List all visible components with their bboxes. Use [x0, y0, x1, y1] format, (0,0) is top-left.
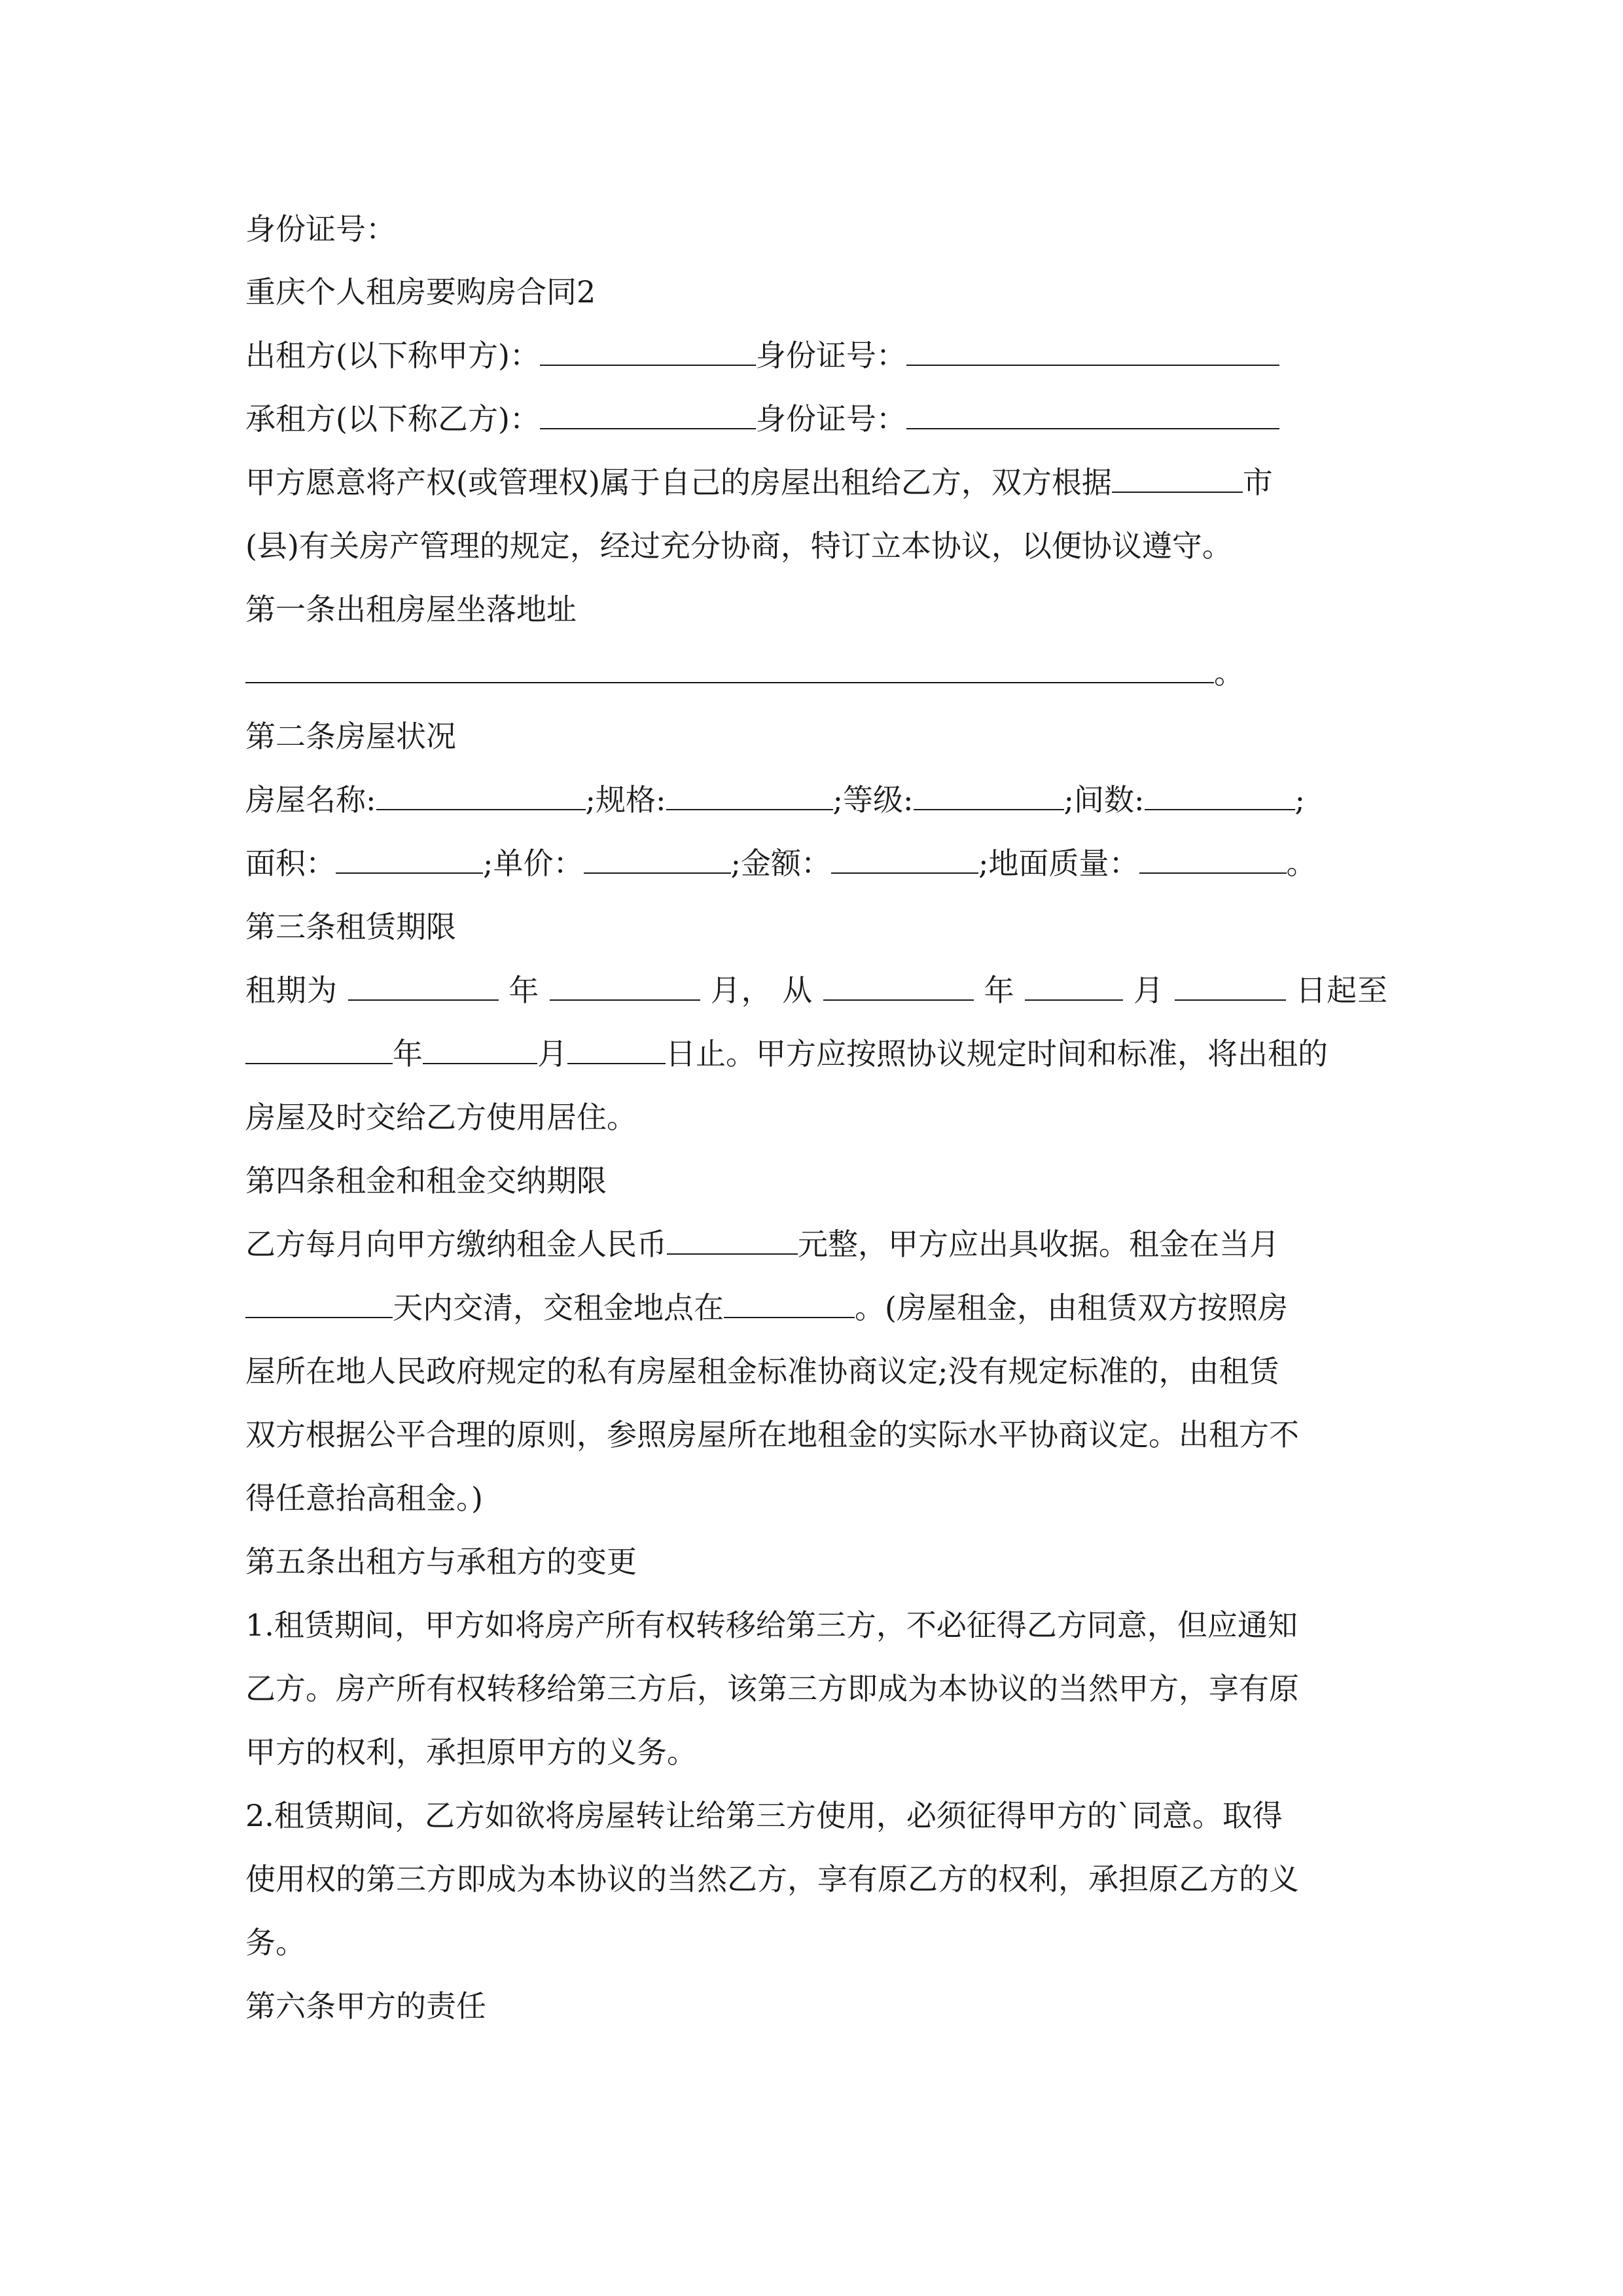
article-2-heading-text: 第二条房屋状况 — [245, 719, 456, 754]
start-month-label: 月 — [1133, 973, 1164, 1008]
change-clause-1-text-2: 乙方。房产所有权转移给第三方后，该第三方即成为本协议的当然甲方，享有原 — [245, 1671, 1299, 1706]
id-number-label-text: 身份证号： — [245, 211, 396, 247]
line-end-semicolon: ; — [1294, 782, 1305, 817]
end-month-blank[interactable] — [423, 1037, 537, 1064]
lessee-id-label: 身份证号： — [755, 401, 906, 437]
change-clause-2-line-2 — [245, 1859, 1387, 1899]
address-end: 。 — [1214, 655, 1244, 691]
rooms-blank[interactable] — [1145, 783, 1295, 810]
change-clause-1-line-2 — [245, 1669, 1387, 1708]
unit-price-blank[interactable] — [584, 846, 731, 874]
house-attributes-line-1 — [245, 780, 1387, 819]
address-blank[interactable] — [245, 656, 1214, 683]
start-year-label: 年 — [984, 973, 1015, 1008]
lease-term-line-3 — [245, 1098, 1387, 1137]
end-day-text: 日止。甲方应按照协议规定时间和标准，将出租的 — [666, 1036, 1328, 1071]
article-1-heading — [245, 590, 1387, 629]
city-blank[interactable] — [1112, 465, 1243, 493]
end-month-label: 月 — [537, 1036, 567, 1071]
spec-label: ;规格: — [585, 782, 666, 817]
article-1-address-line — [245, 653, 1387, 692]
intro-city-suffix: 市 — [1242, 465, 1273, 500]
lease-term-text-3: 房屋及时交给乙方使用居住。 — [245, 1100, 637, 1135]
change-clause-2-text-1: 2.租赁期间，乙方如欲将房屋转让给第三方使用，必须征得甲方的`同意。取得 — [245, 1798, 1283, 1833]
rent-text-2b: 。(房屋租金，由租赁双方按照房 — [855, 1290, 1288, 1325]
start-year-blank[interactable] — [823, 973, 974, 1001]
rent-text-3: 屋所在地人民政府规定的私有房屋租金标准协商议定;没有规定标准的，由租赁 — [245, 1354, 1279, 1389]
rent-line-5 — [245, 1479, 1387, 1518]
rent-text-4: 双方根据公平合理的原则，参照房屋所在地租金的实际水平协商议定。出租方不 — [245, 1417, 1299, 1452]
intro-text-1: 甲方愿意将产权(或管理权)属于自己的房屋出租给乙方，双方根据 — [245, 465, 1112, 500]
contract-title-text: 重庆个人租房要购房合同2 — [245, 274, 596, 310]
intro-text-2: (县)有关房产管理的规定，经过充分协商，特订立本协议，以便协议遵守。 — [245, 528, 1232, 564]
change-clause-1-line-3 — [245, 1732, 1387, 1772]
rent-line-3 — [245, 1352, 1387, 1391]
end-year-blank[interactable] — [245, 1037, 393, 1064]
change-clause-1-text-3: 甲方的权利，承担原甲方的义务。 — [245, 1734, 697, 1770]
change-clause-2-text-3: 务。 — [245, 1925, 306, 1960]
article-3-heading-text: 第三条租赁期限 — [245, 909, 456, 944]
change-clause-2-text-2: 使用权的第三方即成为本协议的当然乙方，享有原乙方的权利，承担原乙方的义 — [245, 1861, 1299, 1897]
start-day-label: 日起至 — [1296, 973, 1388, 1008]
change-clause-1-text-1: 1.租赁期间，甲方如将房产所有权转移给第三方，不必征得乙方同意，但应通知 — [245, 1607, 1298, 1643]
rent-text-2a: 天内交清，交租金地点在 — [393, 1290, 724, 1325]
floor-quality-label: ;地面质量： — [978, 846, 1139, 881]
article-6-heading — [245, 1986, 1387, 2026]
rent-text-1b: 元整，甲方应出具收据。租金在当月 — [798, 1227, 1279, 1262]
start-day-blank[interactable] — [1175, 973, 1286, 1001]
change-clause-2-line-3 — [245, 1923, 1387, 1962]
amount-blank[interactable] — [831, 846, 978, 874]
grade-blank[interactable] — [914, 783, 1064, 810]
lessee-label: 承租方(以下称乙方)： — [245, 401, 540, 437]
rooms-label: ;间数: — [1063, 782, 1145, 817]
lessee-id-blank[interactable] — [906, 402, 1279, 429]
rent-amount-blank[interactable] — [667, 1227, 798, 1255]
article-1-heading-text: 第一条出租房屋坐落地址 — [245, 592, 577, 627]
article-2-heading — [245, 717, 1387, 756]
id-number-label-top — [245, 209, 1387, 249]
lessor-id-blank[interactable] — [906, 338, 1279, 366]
payment-days-blank[interactable] — [245, 1291, 393, 1318]
area-label: 面积： — [245, 846, 336, 881]
term-months-blank[interactable] — [550, 973, 700, 1001]
house-name-label: 房屋名称: — [245, 782, 376, 817]
article-4-heading-text: 第四条租金和租金交纳期限 — [245, 1163, 607, 1198]
change-clause-2-line-1 — [245, 1796, 1387, 1835]
lessor-name-blank[interactable] — [540, 338, 756, 366]
term-years-blank[interactable] — [348, 973, 499, 1001]
year-label: 年 — [508, 973, 540, 1008]
rent-text-1a: 乙方每月向甲方缴纳租金人民币 — [245, 1227, 667, 1262]
change-clause-1-line-1 — [245, 1605, 1387, 1645]
from-label: 从 — [782, 973, 813, 1008]
end-day-blank[interactable] — [567, 1037, 666, 1064]
house-attributes-line-2 — [245, 844, 1387, 883]
article-5-heading — [245, 1542, 1387, 1581]
intro-line-1 — [245, 463, 1387, 502]
contract-title — [245, 272, 1387, 312]
payment-place-blank[interactable] — [724, 1291, 855, 1318]
rent-text-5: 得任意抬高租金。) — [245, 1480, 483, 1516]
lease-term-line-1 — [245, 971, 1387, 1010]
grade-label: ;等级: — [832, 782, 914, 817]
floor-quality-blank[interactable] — [1139, 846, 1287, 874]
rent-line-1 — [245, 1225, 1387, 1264]
month-label: 月， — [710, 973, 772, 1008]
rent-line-4 — [245, 1415, 1387, 1454]
house-name-blank[interactable] — [376, 783, 586, 810]
spec-blank[interactable] — [666, 783, 833, 810]
lessor-id-label: 身份证号： — [755, 338, 906, 373]
area-blank[interactable] — [336, 846, 483, 874]
end-year-label: 年 — [393, 1036, 423, 1071]
article-4-heading — [245, 1161, 1387, 1200]
amount-label: ;金额： — [730, 846, 831, 881]
term-prefix: 租期为 — [245, 973, 338, 1008]
lessor-line — [245, 336, 1387, 375]
unit-price-label: ;单价： — [483, 846, 584, 881]
lease-term-line-2 — [245, 1034, 1387, 1073]
rent-line-2 — [245, 1288, 1387, 1327]
line-end-period: 。 — [1286, 846, 1317, 881]
start-month-blank[interactable] — [1025, 973, 1123, 1001]
article-3-heading — [245, 907, 1387, 946]
lessor-label: 出租方(以下称甲方)： — [245, 338, 540, 373]
article-6-heading-text: 第六条甲方的责任 — [245, 1988, 486, 2024]
article-5-heading-text: 第五条出租方与承租方的变更 — [245, 1544, 637, 1579]
lessee-name-blank[interactable] — [540, 402, 756, 429]
lessee-line — [245, 399, 1387, 439]
intro-line-2 — [245, 526, 1387, 565]
